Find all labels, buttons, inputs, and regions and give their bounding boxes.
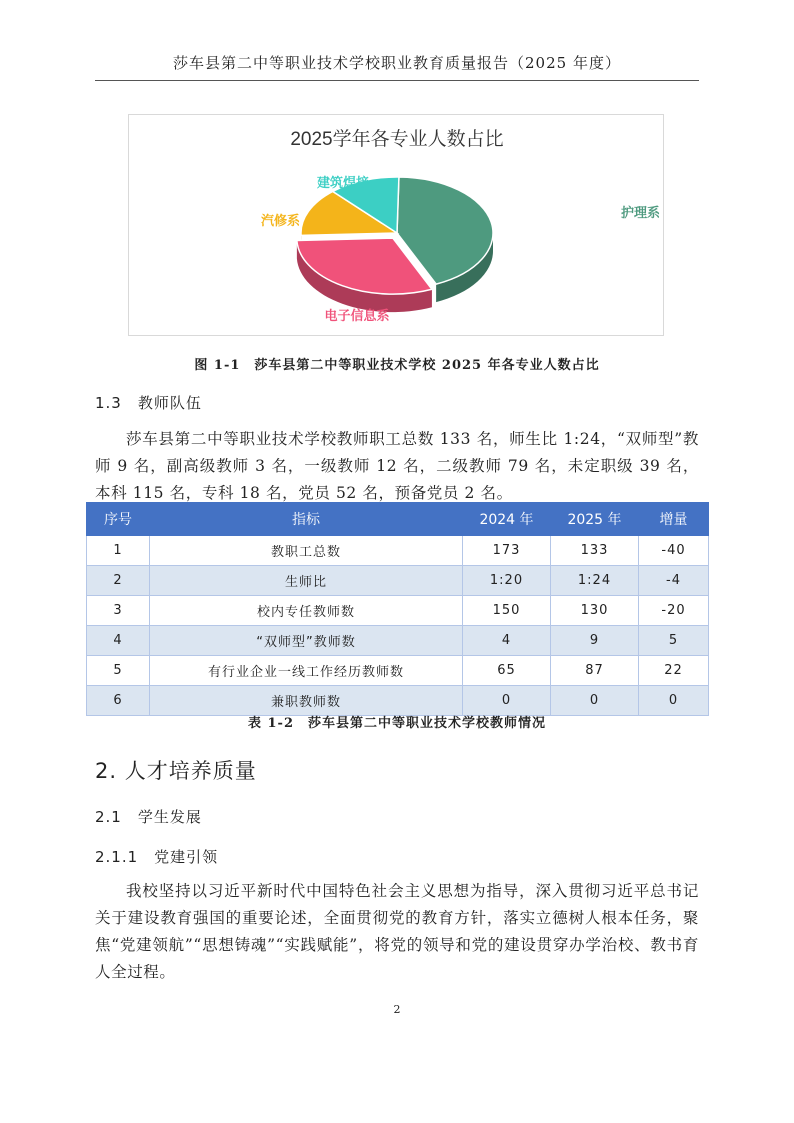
table-row (87, 536, 709, 566)
pie-chart-figure (128, 114, 664, 336)
table-cell: 9 (551, 626, 639, 656)
table-cell: 0 (551, 686, 639, 716)
page-number: 2 (393, 1003, 401, 1016)
table-cell: 校内专任教师数 (150, 596, 463, 626)
col-header-2025: 2025 年 (551, 503, 639, 536)
table-header-row (87, 503, 709, 536)
table-cell: -40 (639, 536, 709, 566)
pie-slice-label: 建筑焊接 (317, 175, 370, 190)
table-row (87, 656, 709, 686)
col-header-indicator: 指标 (150, 503, 463, 536)
table-cell: 1:20 (463, 566, 551, 596)
party-building-text: 我校坚持以习近平新时代中国特色社会主义思想为指导，深入贯彻习近平总书记关于建设教育强国的重要论述，全面贯彻党的教育方针，落实立德树人根本任务，聚焦“党建领航”“思想铸魂”“实践赋能”，将党的领导和党的建设贯穿办学治校、教书育人全过程。 (95, 882, 699, 981)
table-cell: 173 (463, 536, 551, 566)
teacher-table (86, 502, 709, 716)
table-cell: 130 (551, 596, 639, 626)
table-cell: 兼职教师数 (150, 686, 463, 716)
table-cell: 有行业企业一线工作经历教师数 (150, 656, 463, 686)
table-cell: 4 (87, 626, 150, 656)
section-heading-1-3: 1.3 教师队伍 (95, 394, 202, 412)
table-cell: “双师型”教师数 (150, 626, 463, 656)
pie-chart (129, 115, 665, 337)
table-cell: 1:24 (551, 566, 639, 596)
section-heading-2: 2. 人才培养质量 (95, 759, 257, 783)
table-cell: 87 (551, 656, 639, 686)
table-cell: 65 (463, 656, 551, 686)
table-cell: 1 (87, 536, 150, 566)
section-heading-2-1-1: 2.1.1 党建引领 (95, 848, 219, 866)
pie-slice-label: 护理系 (621, 205, 661, 220)
table-cell: 5 (87, 656, 150, 686)
pie-slice-label: 汽修系 (261, 213, 301, 228)
table-cell: 6 (87, 686, 150, 716)
figure-caption: 图 1-1 莎车县第二中等职业技术学校 2025 年各专业人数占比 (194, 358, 600, 373)
table-row (87, 626, 709, 656)
table-cell: 生师比 (150, 566, 463, 596)
table-row (87, 686, 709, 716)
table-cell: -20 (639, 596, 709, 626)
table-cell: 0 (639, 686, 709, 716)
teacher-paragraph (95, 426, 699, 507)
col-header-index: 序号 (87, 503, 150, 536)
table-cell: 3 (87, 596, 150, 626)
chart-title: 2025学年各专业人数占比 (290, 129, 504, 150)
pie-slice-label: 电子信息系 (324, 308, 390, 323)
table-row (87, 596, 709, 626)
table-cell: 150 (463, 596, 551, 626)
table-caption: 表 1-2 莎车县第二中等职业技术学校教师情况 (247, 716, 546, 731)
table-cell: 教职工总数 (150, 536, 463, 566)
col-header-change: 增量 (639, 503, 709, 536)
teacher-paragraph-text: 莎车县第二中等职业技术学校教师职工总数 133 名，师生比 1:24，“双师型”教师 9 名，副高级教师 3 名，一级教师 12 名，二级教师 79 名，未定职级 39 名，本科 115 名，专科 18 名，党员 52 名，预备党员 2 名。 (95, 430, 699, 502)
party-building-paragraph (95, 878, 699, 986)
table-cell: 22 (639, 656, 709, 686)
table-cell: 2 (87, 566, 150, 596)
col-header-2024: 2024 年 (463, 503, 551, 536)
table-row (87, 566, 709, 596)
table-cell: 4 (463, 626, 551, 656)
table-cell: -4 (639, 566, 709, 596)
table-cell: 0 (463, 686, 551, 716)
section-heading-2-1: 2.1 学生发展 (95, 808, 202, 826)
header-divider (95, 80, 699, 81)
table-cell: 5 (639, 626, 709, 656)
running-header: 莎车县第二中等职业技术学校职业教育质量报告（2025 年度） (173, 54, 621, 72)
table-cell: 133 (551, 536, 639, 566)
